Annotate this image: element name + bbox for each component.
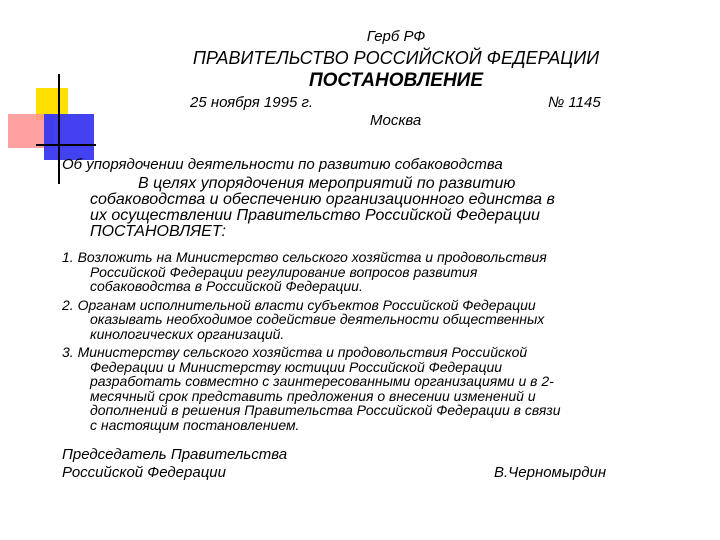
intro-line: В целях упорядочения мероприятий по развитию bbox=[138, 175, 516, 192]
item-line: дополнений в решения Правительства Российской Федерации в связи bbox=[90, 402, 561, 418]
item-line: собаководства в Российской Федерации. bbox=[90, 278, 363, 294]
decree-subject: Об упорядочении деятельности по развитию собаководства bbox=[62, 156, 503, 173]
item-line: 3. Министерству сельского хозяйства и продовольствия Российской bbox=[62, 344, 528, 360]
item-line: с настоящим постановлением. bbox=[90, 416, 300, 433]
decree-date: 25 ноября 1995 г. bbox=[190, 94, 314, 111]
item-line: оказывать необходимое содействие деятельности общественных bbox=[90, 311, 545, 327]
decree-item-2 bbox=[62, 298, 702, 342]
item-line: Федерации и Министерству юстиции Российской Федерации bbox=[90, 358, 503, 375]
document-title: ПОСТАНОВЛЕНИЕ bbox=[308, 70, 484, 91]
item-line: 2. Органам исполнительной власти субъектов Российской Федерации bbox=[62, 296, 536, 313]
item-line: месячный срок представить предложения о внесении изменений и bbox=[90, 387, 536, 404]
intro-line: их осуществлении Правительство Российской Федерации bbox=[90, 207, 540, 224]
decree-number: № 1145 bbox=[548, 94, 601, 111]
decree-item-3 bbox=[62, 345, 702, 432]
item-line: 1. Возложить на Министерство сельского хозяйства и продовольствия bbox=[62, 249, 547, 265]
intro-paragraph bbox=[62, 176, 682, 240]
decree-city: Москва bbox=[370, 112, 422, 129]
government-name: ПРАВИТЕЛЬСТВО РОССИЙСКОЙ ФЕДЕРАЦИИ bbox=[192, 48, 600, 68]
decree-item-1 bbox=[62, 250, 702, 294]
item-line: Российской Федерации регулирование вопросов развития bbox=[90, 263, 478, 280]
emblem-caption: Герб РФ bbox=[366, 28, 426, 45]
signature-name: В.Черномырдин bbox=[494, 464, 607, 481]
decree-items bbox=[62, 250, 702, 436]
signature-position-line2: Российской Федерации bbox=[62, 464, 226, 481]
decor-horizontal-line bbox=[36, 144, 96, 146]
item-line: разработать совместно с заинтересованными организациями и в 2- bbox=[90, 373, 554, 389]
decor-blue-square bbox=[44, 114, 94, 160]
signature-position-line1: Председатель Правительства bbox=[62, 446, 288, 463]
intro-line: ПОСТАНОВЛЯЕТ: bbox=[90, 223, 226, 240]
intro-line: собаководства и обеспечению организационного единства в bbox=[90, 191, 555, 208]
item-line: кинологических организаций. bbox=[90, 325, 285, 342]
